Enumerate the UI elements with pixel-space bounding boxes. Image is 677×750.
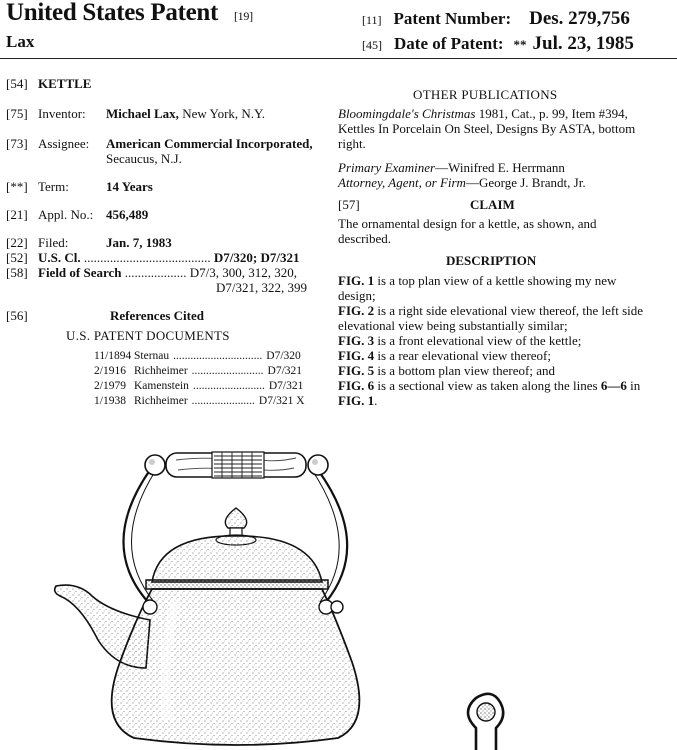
fig-desc-1: FIG. 1 is a top plan view of a kettle showing my new design; [338, 273, 617, 303]
patent-date: [45] Date of Patent: ** Jul. 23, 1985 [362, 33, 634, 54]
field-of-search: [58] Field of Search ................... D7/3, 300, 312, 320, D7/321, 322, 399 [6, 265, 307, 295]
partial-figure [468, 694, 503, 750]
inventor-surname: Lax [6, 32, 35, 51]
handle-grip [145, 452, 328, 478]
left-rivet [143, 600, 157, 614]
ref-date: 11/1894 [94, 350, 132, 362]
title-field: [54] KETTLE [6, 76, 92, 91]
patent-number: [11] Patent Number: Des. 279,756 [362, 8, 630, 29]
ref-date: 1/1938 [94, 395, 126, 407]
us-patent-documents-heading: U.S. PATENT DOCUMENTS [66, 328, 230, 343]
ref-inventor-class: Richheimer ...................... D7/321 X [134, 395, 305, 407]
ref-date: 2/1916 [94, 365, 126, 377]
other-publications-text: Bloomingdale's Christmas 1981, Cat., p. 99, Item #394, Kettles In Porcelain On Steel, Designs By ASTA, bottom right. [338, 106, 636, 151]
appl-no-field: [21] Appl. No.: 456,489 [6, 207, 149, 222]
filed-field: [22] Filed: Jan. 7, 1983 [6, 235, 172, 250]
lid-dome [152, 536, 322, 582]
other-publications-heading: OTHER PUBLICATIONS [413, 87, 558, 102]
fig-desc-2: FIG. 2 is a right side elevational view thereof, the left side elevational view being substantially similar; [338, 303, 644, 333]
references-cited: [56] References Cited [6, 308, 204, 323]
ref-inventor-class: Kamenstein ......................... D7/321 [134, 380, 304, 392]
description-heading: DESCRIPTION [446, 253, 537, 268]
claim-heading: CLAIM [470, 197, 515, 212]
fig-desc-3: FIG. 3 is a front elevational view of the kettle; [338, 333, 582, 348]
claim-text: The ornamental design for a kettle, as shown, and described. [338, 216, 597, 246]
fig-desc-5: FIG. 5 is a bottom plan view thereof; and [338, 363, 555, 378]
lid-rim [146, 580, 328, 589]
claim-code: [57] [338, 197, 360, 212]
fig-desc-4: FIG. 4 is a rear elevational view thereof; [338, 348, 551, 363]
ref-date: 2/1979 [94, 380, 126, 392]
inventor-field: [75] Inventor: Michael Lax, New York, N.Y. [6, 106, 266, 121]
us-class-field: [52] U.S. Cl. ....................................... D7/320; D7/321 [6, 250, 300, 265]
attorney: Attorney, Agent, or Firm—George J. Brandt, Jr. [338, 175, 586, 190]
patent-title: United States Patent [19] [6, 0, 253, 26]
ref-inventor-class: Richheimer ......................... D7/321 [134, 365, 303, 377]
ref-inventor-class: Sternau ............................... D7/320 [134, 350, 301, 362]
primary-examiner: Primary Examiner—Winifred E. Herrmann [338, 160, 565, 175]
fig-desc-6: FIG. 6 is a sectional view as taken along the lines 6—6 in FIG. 1. [338, 378, 641, 408]
term-field: [**] Term: 14 Years [6, 179, 153, 194]
assignee-field: [73] Assignee: American Commercial Incorporated, Secaucus, N.J. [6, 136, 313, 166]
